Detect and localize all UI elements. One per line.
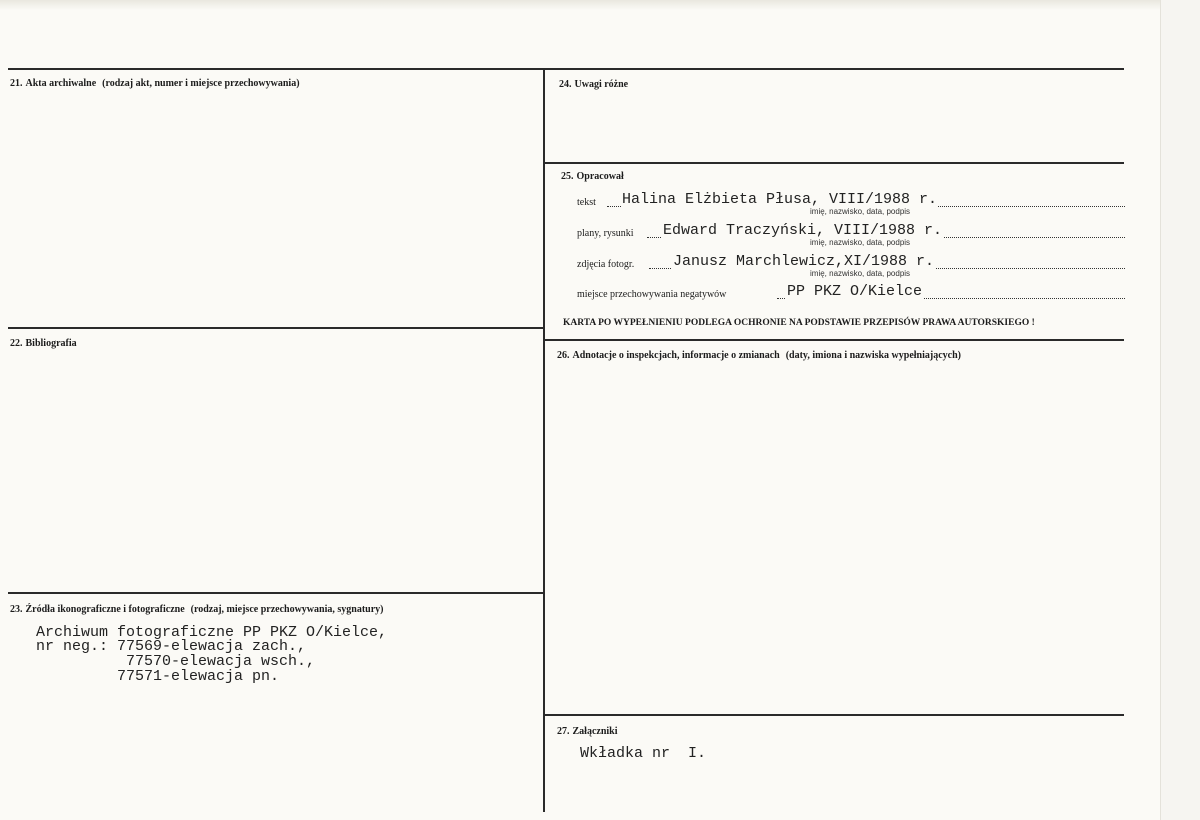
section-22-number: 22. <box>10 338 23 349</box>
section-27-value: Wkładka nr I. <box>580 745 707 762</box>
field-tekst-hint: imię, nazwisko, data, podpis <box>810 207 911 216</box>
section-21-label <box>10 78 300 89</box>
field-tekst-label: tekst <box>577 197 596 208</box>
section-27-number: 27. <box>557 726 570 737</box>
section-24-number: 24. <box>559 79 572 90</box>
section-24-label <box>559 79 628 90</box>
field-negatywy-value: PP PKZ O/Kielce <box>787 283 923 300</box>
field-negatywy <box>577 285 1125 301</box>
field-tekst <box>577 191 1125 216</box>
field-plany-label: plany, rysunki <box>577 228 634 239</box>
section-23-line-1: Archiwum fotograficzne PP PKZ O/Kielce, <box>36 624 388 641</box>
section-23-desc: (rodzaj, miejsce przechowywania, sygnatury) <box>190 604 384 615</box>
section-23-title: Źródła ikonograficzne i fotograficzne <box>25 604 185 615</box>
field-zdjecia-hint: imię, nazwisko, data, podpis <box>810 269 911 278</box>
section-25-label <box>561 171 624 182</box>
section-23-number: 23. <box>10 604 23 615</box>
field-zdjecia <box>577 253 1125 278</box>
field-plany <box>577 222 1125 247</box>
copyright-notice: KARTA PO WYPEŁNIENIU PODLEGA OCHRONIE NA PODSTAWIE PRZEPISÓW PRAWA AUTORSKIEGO ! <box>563 318 1035 328</box>
section-26-number: 26. <box>557 350 570 361</box>
section-24-title: Uwagi różne <box>574 79 629 90</box>
field-plany-hint: imię, nazwisko, data, podpis <box>810 238 911 247</box>
field-plany-value: Edward Traczyński, VIII/1988 r. <box>663 222 943 239</box>
rule-26-27 <box>544 714 1124 716</box>
rule-25-26 <box>544 339 1124 341</box>
section-22-title: Bibliografia <box>25 338 77 349</box>
section-23-line-2: nr neg.: 77569-elewacja zach., <box>36 638 307 655</box>
section-23-label <box>10 604 383 615</box>
field-negatywy-label: miejsce przechowywania negatywów <box>577 289 727 300</box>
rule-21-22 <box>8 327 544 329</box>
top-rule <box>8 68 1124 70</box>
center-divider <box>543 68 545 812</box>
section-23-line-4: 77571-elewacja pn. <box>36 668 280 685</box>
section-25-title: Opracował <box>576 171 624 182</box>
section-26-title: Adnotacje o inspekcjach, informacje o zmianach <box>572 350 780 361</box>
section-27-title: Załączniki <box>572 726 618 737</box>
field-zdjecia-value: Janusz Marchlewicz,XI/1988 r. <box>673 253 935 270</box>
paper-shadow <box>0 0 1160 10</box>
section-25-number: 25. <box>561 171 574 182</box>
section-21-desc: (rodzaj akt, numer i miejsce przechowywania) <box>102 78 300 89</box>
section-21-title: Akta archiwalne <box>25 78 97 89</box>
field-zdjecia-label: zdjęcia fotogr. <box>577 259 635 270</box>
section-21-number: 21. <box>10 78 23 89</box>
field-tekst-value: Halina Elżbieta Płusa, VIII/1988 r. <box>622 191 938 208</box>
section-23-line-3: 77570-elewacja wsch., <box>36 653 316 670</box>
section-22-label <box>10 338 77 349</box>
section-27-label <box>557 726 618 737</box>
rule-22-23 <box>8 592 544 594</box>
rule-24-25 <box>544 162 1124 164</box>
section-26-label <box>557 350 961 361</box>
section-26-desc: (daty, imiona i nazwiska wypełniających) <box>785 350 961 361</box>
